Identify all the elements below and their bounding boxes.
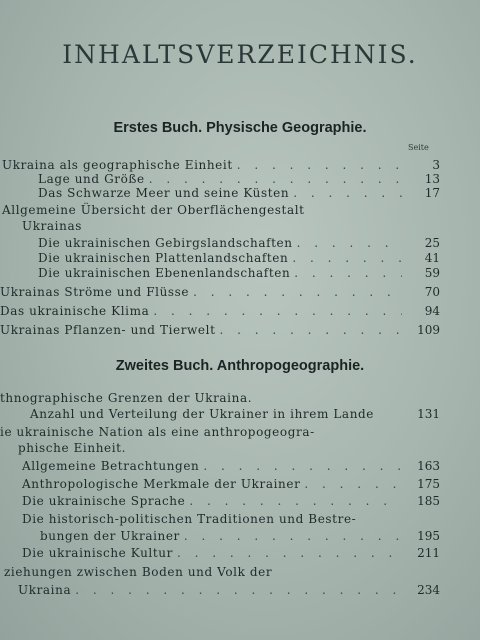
dot-leader [237, 158, 402, 172]
toc-entry [22, 494, 440, 508]
dot-leader [292, 251, 402, 265]
toc-entry-title: Anzahl und Verteilung der Ukrainer in ihrem Lande [30, 407, 375, 421]
toc-entry-page: 94 [424, 304, 440, 318]
toc-entry-page: 59 [424, 266, 440, 280]
dot-leader [304, 477, 402, 491]
dot-leader [193, 285, 402, 299]
toc-entry-page: 109 [417, 323, 440, 337]
toc-entry [0, 323, 440, 337]
toc-entry-page: 234 [417, 583, 440, 597]
toc-entry-title: Ukrainas Ströme und Flüsse [0, 285, 190, 299]
toc-entry [0, 304, 440, 318]
dot-leader [177, 546, 402, 560]
dot-leader [149, 172, 402, 186]
toc-entry-page: 70 [424, 285, 440, 299]
toc-entry-title: Die ukrainischen Plattenlandschaften [38, 251, 289, 265]
toc-entry-page: 25 [424, 236, 440, 250]
toc-entry-title: Lage und Größe [38, 172, 145, 186]
toc-entry [22, 546, 440, 560]
toc-entry-page: 131 [417, 407, 440, 421]
toc-entry-title: phische Einheit. [18, 441, 127, 455]
toc-entry [40, 529, 440, 543]
toc-entry [38, 186, 440, 200]
toc-entry-page: 41 [424, 251, 440, 265]
toc-entry-title: thnographische Grenzen der Ukraina. [0, 391, 253, 405]
toc-entry-title: Die historisch-politischen Traditionen und Bestre- [22, 512, 357, 526]
dot-leader [220, 323, 403, 337]
dot-leader [297, 236, 402, 250]
toc-entry-title: Die ukrainische Sprache [22, 494, 186, 508]
toc-entry [22, 459, 440, 473]
toc-entry-page: 185 [417, 494, 440, 508]
dot-leader [184, 529, 402, 543]
toc-entry-title: ziehungen zwischen Boden und Volk der [4, 565, 273, 579]
toc-entry-title: Ukraina als geographische Einheit [2, 158, 233, 172]
dot-leader [293, 186, 402, 200]
toc-entry [38, 251, 440, 265]
toc-entry-title: bungen der Ukrainer [40, 529, 180, 543]
dot-leader [75, 583, 402, 597]
dot-leader [203, 459, 402, 473]
book-heading-2: Zweites Buch. Anthropogeographie. [115, 358, 365, 374]
book-heading-1: Erstes Buch. Physische Geographie. [113, 120, 367, 136]
toc-entry-title: Ukrainas Pflanzen- und Tierwelt [0, 323, 216, 337]
toc-entry-title: Allgemeine Betrachtungen [22, 459, 200, 473]
toc-entry-title: Die ukrainischen Ebenenlandschaften [38, 266, 291, 280]
toc-entry-page: 3 [432, 158, 440, 172]
toc-entry [18, 583, 440, 597]
dot-leader [153, 304, 402, 318]
toc-entry-title: Die ukrainische Kultur [22, 546, 173, 560]
toc-entry-title: Ukrainas [22, 219, 82, 233]
toc-entry [38, 172, 440, 186]
toc-entry-title: Das Schwarze Meer und seine Küsten [38, 186, 290, 200]
toc-entry-page: 13 [424, 172, 440, 186]
toc-entry [30, 407, 440, 421]
toc-entry-title: Allgemeine Übersicht der Oberflächengestalt [2, 203, 305, 217]
toc-entry [22, 477, 440, 491]
toc-entry-title: Das ukrainische Klima [0, 304, 150, 318]
toc-entry-page: 211 [417, 546, 440, 560]
toc-entry-page: 175 [417, 477, 440, 491]
toc-entry-title: Die ukrainischen Gebirgslandschaften [38, 236, 293, 250]
toc-entry [2, 158, 440, 172]
toc-entry-page: 163 [417, 459, 440, 473]
toc-entry [0, 285, 440, 299]
toc-entry-title: Anthropologische Merkmale der Ukrainer [22, 477, 301, 491]
toc-entry [38, 236, 440, 250]
dot-leader [294, 266, 402, 280]
toc-entry-page: 17 [424, 186, 440, 200]
toc-entry-page: 195 [417, 529, 440, 543]
toc-entry-title: Ukraina [18, 583, 72, 597]
page-column-label: Seite [408, 143, 429, 152]
page-title: INHALTSVERZEICHNIS. [62, 40, 418, 69]
toc-entry [38, 266, 440, 280]
toc-entry-title: ie ukrainische Nation als eine anthropogeogra- [0, 425, 315, 439]
dot-leader [189, 494, 402, 508]
